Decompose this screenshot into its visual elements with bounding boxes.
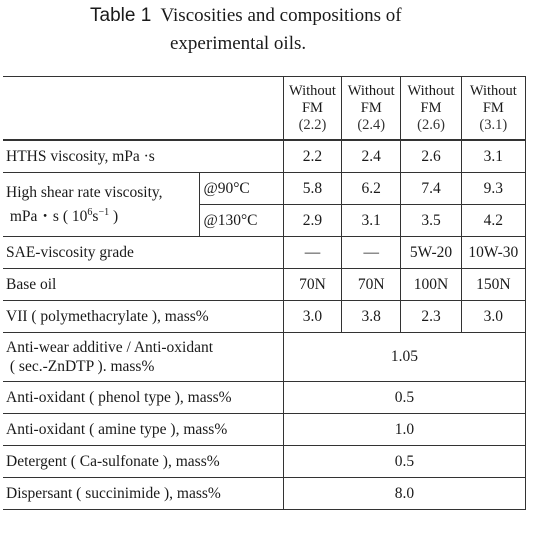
cell-value: 70N bbox=[342, 269, 401, 301]
cell-value: 3.1 bbox=[461, 140, 525, 173]
cell-value: 6.2 bbox=[342, 173, 401, 205]
caption-line-1 bbox=[90, 2, 402, 30]
table-row bbox=[3, 173, 526, 205]
column-header-1: Without FM (2.2) bbox=[283, 77, 341, 141]
cell-value: 5.8 bbox=[283, 173, 341, 205]
table-row bbox=[3, 478, 526, 510]
cell-value: 2.6 bbox=[401, 140, 461, 173]
caption-title-line1: Viscosities and compositions of bbox=[160, 5, 402, 26]
cell-value: 3.8 bbox=[342, 301, 401, 333]
cell-value-spanning: 0.5 bbox=[283, 446, 525, 478]
cell-value: 2.9 bbox=[283, 205, 341, 237]
cell-value: 3.1 bbox=[342, 205, 401, 237]
cell-value: 3.0 bbox=[283, 301, 341, 333]
cell-value: 150N bbox=[461, 269, 525, 301]
row-label-base-oil: Base oil bbox=[3, 269, 283, 301]
table-row bbox=[3, 382, 526, 414]
cell-value: 100N bbox=[401, 269, 461, 301]
cell-value-spanning: 1.0 bbox=[283, 414, 525, 446]
cell-value: 2.2 bbox=[283, 140, 341, 173]
column-header-3: Without FM (2.6) bbox=[401, 77, 461, 141]
cell-value: 2.3 bbox=[401, 301, 461, 333]
table-row bbox=[3, 140, 526, 173]
caption-title-line2: experimental oils. bbox=[170, 33, 307, 54]
cell-value: — bbox=[342, 237, 401, 269]
row-label-detergent: Detergent ( Ca-sulfonate ), mass% bbox=[3, 446, 283, 478]
row-label-hths: HTHS viscosity, mPa ·s bbox=[3, 140, 283, 173]
row-label-sae: SAE-viscosity grade bbox=[3, 237, 283, 269]
cell-value: 3.5 bbox=[401, 205, 461, 237]
cell-value: 70N bbox=[283, 269, 341, 301]
table-row bbox=[3, 269, 526, 301]
column-header-2: Without FM (2.4) bbox=[342, 77, 401, 141]
cell-value: 10W-30 bbox=[461, 237, 525, 269]
cell-value: 3.0 bbox=[461, 301, 525, 333]
column-header-4: Without FM (3.1) bbox=[461, 77, 525, 141]
row-label-antiwear: Anti-wear additive / Anti-oxidant ( sec.-ZnDTP ). mass% bbox=[3, 333, 283, 382]
table-row bbox=[3, 446, 526, 478]
table-row bbox=[3, 237, 526, 269]
row-label-high-shear: High shear rate viscosity, mPa・s ( $10^6s^{-1}$ ) bbox=[3, 173, 200, 237]
header-row bbox=[3, 77, 526, 141]
row-label-vii: VII ( polymethacrylate ), mass% bbox=[3, 301, 283, 333]
caption-label: Table 1 bbox=[90, 5, 152, 26]
header-blank bbox=[3, 77, 283, 141]
cell-value: — bbox=[283, 237, 341, 269]
row-label-phenol: Anti-oxidant ( phenol type ), mass% bbox=[3, 382, 283, 414]
cell-value-spanning: 8.0 bbox=[283, 478, 525, 510]
sub-label-130c: @130°C bbox=[200, 205, 283, 237]
sub-label-90c: @90°C bbox=[200, 173, 283, 205]
cell-value: 2.4 bbox=[342, 140, 401, 173]
cell-value: 7.4 bbox=[401, 173, 461, 205]
row-label-dispersant: Dispersant ( succinimide ), mass% bbox=[3, 478, 283, 510]
cell-value: 5W-20 bbox=[401, 237, 461, 269]
table-row bbox=[3, 301, 526, 333]
data-table bbox=[3, 76, 526, 510]
cell-value-spanning: 1.05 bbox=[283, 333, 525, 382]
row-label-amine: Anti-oxidant ( amine type ), mass% bbox=[3, 414, 283, 446]
cell-value: 9.3 bbox=[461, 173, 525, 205]
cell-value-spanning: 0.5 bbox=[283, 382, 525, 414]
table-row bbox=[3, 333, 526, 382]
table-row bbox=[3, 414, 526, 446]
cell-value: 4.2 bbox=[461, 205, 525, 237]
